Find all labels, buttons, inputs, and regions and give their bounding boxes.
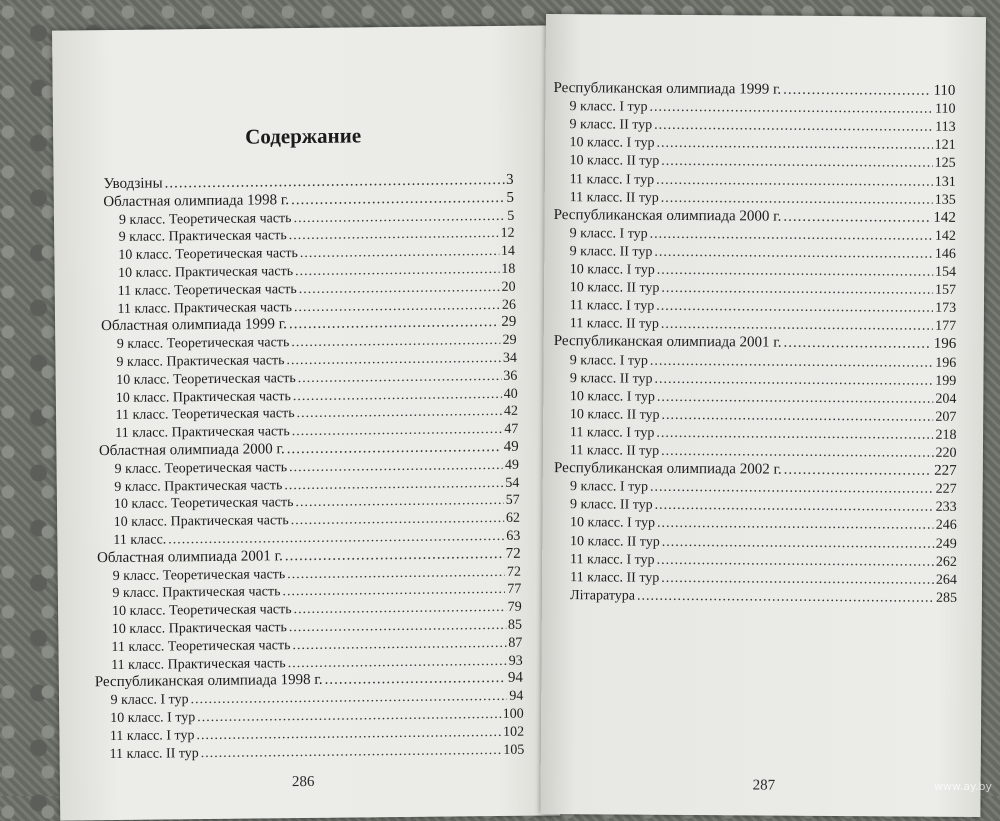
toc-entry	[570, 587, 957, 607]
toc-leader-dots	[289, 457, 503, 476]
toc-leader-dots	[299, 279, 500, 298]
toc-leader-dots	[196, 724, 501, 744]
toc-leader-dots	[295, 492, 503, 511]
toc-entry	[570, 261, 956, 281]
toc-entry-label: 10 класс. I тур	[569, 515, 656, 532]
toc-entry-label: 11 класс.	[113, 532, 167, 549]
toc-entry-page: 3	[506, 171, 514, 188]
toc-entry-page: 110	[933, 82, 956, 99]
toc-leader-dots	[655, 497, 934, 516]
toc-entry-page: 93	[508, 653, 523, 669]
toc-entry-page: 79	[507, 599, 522, 616]
toc-entry-page: 135	[934, 192, 956, 208]
toc-entry-label: 10 класс. II тур	[570, 533, 660, 550]
toc-entry-page: 34	[502, 350, 518, 366]
toc-leader-dots	[650, 226, 933, 245]
toc-entry-page: 100	[502, 706, 524, 722]
toc-entry-label: Республиканская олимпиада 2002 г.	[553, 460, 782, 478]
toc-leader-dots	[296, 403, 502, 422]
toc-entry-label: 11 класс. Теоретическая часть	[117, 281, 297, 299]
toc-entry-label: Республиканская олимпиада 1999 г.	[553, 80, 782, 98]
toc-entry-label: 9 класс. Практическая часть	[116, 353, 285, 370]
toc-entry-page: 246	[935, 518, 957, 534]
toc-leader-dots	[289, 314, 500, 333]
toc-entry-label: 9 класс. Практическая часть	[114, 477, 283, 495]
toc-entry	[570, 551, 957, 571]
toc-entry-label: 10 класс. Теоретическая часть	[113, 495, 294, 513]
toc-entry-page: 157	[935, 282, 957, 298]
toc-entry	[570, 243, 956, 263]
toc-entry-label: 10 класс. II тур	[569, 153, 660, 170]
toc-leader-dots	[657, 551, 934, 570]
toc-entry-page: 42	[503, 404, 519, 420]
toc-leader-dots	[300, 243, 499, 262]
toc-entry-label: 10 класс. II тур	[569, 280, 660, 296]
toc-entry-page: 62	[505, 510, 521, 527]
toc-leader-dots	[293, 207, 505, 226]
toc-entry-label: 9 класс. Теоретическая часть	[112, 566, 286, 584]
toc-leader-dots	[784, 462, 933, 480]
toc-leader-dots	[324, 670, 506, 689]
toc-entry-label: 11 класс. Теоретическая часть	[111, 637, 291, 655]
toc-entry-page: 72	[505, 545, 521, 562]
toc-entry-label: 9 класс. II тур	[569, 497, 653, 514]
toc-entry	[570, 352, 957, 372]
toc-entry-page: 142	[933, 209, 956, 226]
toc-leader-dots	[657, 515, 934, 534]
toc-leader-dots	[289, 225, 499, 244]
toc-entry-label: 11 класс. II тур	[569, 189, 659, 206]
toc-entry	[570, 297, 956, 317]
toc-entry-label: Уводзіны	[103, 175, 163, 193]
toc-entry-label: 10 класс. I тур	[110, 710, 196, 727]
toc-entry	[570, 515, 957, 535]
toc-leader-dots	[285, 546, 504, 565]
toc-leader-dots	[294, 297, 500, 316]
toc-entry-page: 142	[934, 228, 956, 244]
toc-leader-dots	[656, 425, 933, 444]
toc-section-entry	[554, 333, 957, 353]
toc-leader-dots	[287, 439, 502, 458]
toc-section-entry	[553, 80, 955, 100]
toc-entry-page: 36	[503, 368, 518, 384]
toc-entry-page: 285	[935, 590, 958, 606]
toc-leader-dots	[291, 510, 505, 529]
toc-entry	[570, 569, 957, 589]
toc-leader-dots	[291, 332, 500, 351]
toc-entry-page: 218	[935, 427, 957, 443]
toc-entry-page: 12	[500, 226, 515, 242]
toc-entry-page: 262	[935, 554, 957, 570]
toc-entry-page: 154	[934, 264, 957, 280]
toc-entry-label: 11 класс. I тур	[569, 425, 655, 441]
watermark: www.ay.by	[933, 780, 992, 793]
toc-title: Содержание	[245, 123, 362, 149]
toc-leader-dots	[288, 652, 507, 671]
toc-entry-label: 9 класс. I тур	[569, 479, 649, 495]
toc-leader-dots	[656, 298, 933, 317]
toc-leader-dots	[656, 171, 933, 190]
toc-leader-dots	[293, 386, 502, 405]
toc-entry-label: 9 класс. II тур	[569, 117, 653, 133]
toc-leader-dots	[654, 370, 933, 389]
toc-entry-label: 9 класс. I тур	[569, 225, 648, 242]
toc-entry	[570, 370, 957, 390]
toc-entry-label: 9 класс. I тур	[569, 352, 648, 369]
toc-entry-page: 233	[935, 500, 957, 516]
toc-entry-page: 18	[501, 261, 516, 277]
toc-entry-label: 9 класс. Теоретическая часть	[118, 210, 292, 228]
toc-entry-page: 131	[934, 174, 956, 190]
toc-leader-dots	[661, 280, 933, 299]
toc-entry-page: 121	[934, 138, 956, 154]
toc-entry	[570, 225, 956, 245]
toc-leader-dots	[292, 635, 506, 654]
toc-leader-dots	[286, 350, 501, 369]
toc-entry-page: 199	[935, 373, 957, 389]
toc-entry-label: 9 класс. II тур	[569, 370, 653, 387]
toc-entry	[570, 315, 957, 335]
toc-entry-page: 26	[501, 297, 517, 313]
toc-entry	[569, 116, 955, 136]
toc-entry-label: 10 класс. Теоретическая часть	[112, 602, 292, 620]
toc-entry	[570, 406, 957, 426]
toc-leader-dots	[201, 742, 502, 762]
toc-entry-page: 40	[503, 386, 518, 402]
toc-entry-label: 11 класс. Теоретическая часть	[115, 406, 295, 424]
toc-leader-dots	[190, 688, 507, 708]
toc-entry-page: 220	[935, 445, 957, 461]
toc-entry-page: 94	[507, 670, 524, 687]
toc-entry-page: 196	[935, 355, 957, 371]
toc-leader-dots	[661, 316, 933, 335]
toc-entry-label: Областная олимпиада 1999 г.	[101, 316, 288, 335]
toc-entry	[570, 442, 957, 462]
toc-entry-page: 125	[934, 156, 956, 172]
toc-entry-label: Республиканская олимпиада 1998 г.	[94, 672, 323, 691]
toc-entry	[569, 98, 955, 118]
toc-entry	[570, 478, 957, 498]
toc-entry-page: 113	[935, 119, 956, 136]
toc-leader-dots	[662, 533, 934, 552]
toc-entry-label: 11 класс. Практическая часть	[117, 299, 293, 317]
toc-entry-label: 10 класс. I тур	[569, 262, 655, 278]
toc-entry-label: 10 класс. Практическая часть	[113, 513, 289, 531]
toc-entry-label: 9 класс. I тур	[110, 692, 189, 709]
toc-leader-dots	[197, 706, 501, 726]
toc-leader-dots	[284, 475, 503, 494]
toc-entry-page: 110	[934, 101, 956, 117]
toc-entry-page: 196	[933, 336, 957, 353]
toc-leader-dots	[291, 190, 505, 209]
toc-entry	[570, 424, 957, 444]
toc-entry-page: 94	[509, 688, 524, 705]
toc-entry-label: 11 класс. II тур	[569, 316, 659, 333]
toc-entry-page: 14	[500, 243, 516, 260]
toc-leader-dots	[657, 388, 934, 407]
toc-leader-dots	[654, 244, 933, 263]
toc-leader-dots	[282, 581, 505, 600]
toc-entry-page: 102	[502, 724, 525, 740]
toc-leader-dots	[287, 563, 505, 582]
toc-entry-label: Областная олимпиада 2000 г.	[98, 441, 285, 460]
toc-entry-label: 11 класс. II тур	[569, 443, 660, 459]
right-page-number: 287	[752, 777, 776, 794]
toc-entry-label: Областная олимпиада 2001 г.	[96, 548, 283, 566]
toc-entry	[110, 741, 525, 762]
toc-leader-dots	[657, 135, 933, 154]
toc-entry-page: 249	[935, 536, 957, 552]
toc-entry-page: 177	[935, 319, 957, 335]
toc-entry-label: 10 класс. Теоретическая часть	[116, 370, 296, 388]
toc-entry-page: 77	[507, 582, 522, 598]
toc-entry-page: 49	[503, 438, 519, 455]
toc-entry	[570, 171, 956, 191]
toc-leader-dots	[650, 352, 934, 371]
toc-entry	[569, 134, 955, 154]
toc-entry	[570, 153, 956, 173]
toc-entry-label: 9 класс. Практическая часть	[112, 584, 281, 602]
toc-entry-page: 49	[504, 457, 520, 473]
toc-entry-label: 10 класс. II тур	[569, 406, 660, 423]
toc-entry-label: 11 класс. I тур	[570, 551, 655, 568]
toc-entry-page: 57	[505, 493, 520, 509]
toc-entry-label: 10 класс. I тур	[569, 135, 655, 152]
toc-entry-page: 105	[503, 742, 525, 758]
toc-entry-page: 29	[501, 314, 517, 331]
toc-entry-label: 11 класс. Практическая часть	[111, 655, 286, 673]
toc-entry-page: 20	[501, 279, 516, 295]
toc-leader-dots	[654, 117, 933, 136]
left-page-number: 286	[291, 773, 315, 791]
toc-leader-dots	[657, 262, 933, 281]
toc-leader-dots	[650, 479, 934, 498]
toc-entry-page: 173	[935, 300, 957, 317]
toc-section-entry	[554, 207, 956, 227]
toc-entry-label: 11 класс. I тур	[569, 298, 655, 314]
toc-entry-label: 10 класс. Практическая часть	[111, 620, 287, 638]
right-toc-list	[546, 14, 986, 606]
toc-entry-page: 204	[935, 391, 957, 407]
toc-entry-label: 11 класс. II тур	[570, 569, 660, 586]
toc-entry-page: 227	[935, 481, 957, 498]
toc-entry-label: 9 класс. II тур	[569, 244, 653, 260]
toc-entry-label: 10 класс. Практическая часть	[117, 264, 294, 281]
toc-entry	[570, 279, 956, 299]
toc-entry-page: 207	[935, 409, 957, 425]
toc-entry-label: 9 класс. Теоретическая часть	[116, 335, 290, 353]
toc-entry	[570, 189, 956, 209]
toc-entry-page: 146	[934, 246, 957, 262]
toc-leader-dots	[295, 261, 499, 280]
toc-leader-dots	[783, 208, 931, 226]
toc-entry-label: Республиканская олимпиада 2000 г.	[553, 206, 782, 225]
toc-entry-page: 54	[505, 475, 520, 491]
toc-entry-label: 11 класс. I тур	[569, 171, 655, 188]
toc-entry-label: Літаратура	[570, 587, 636, 604]
toc-leader-dots	[783, 335, 931, 353]
toc-leader-dots	[637, 587, 934, 606]
toc-leader-dots	[661, 189, 933, 208]
toc-entry-page: 85	[507, 617, 523, 633]
toc-leader-dots	[298, 368, 502, 387]
toc-leader-dots	[292, 421, 503, 440]
toc-entry-page: 5	[507, 208, 515, 224]
toc-entry-page: 29	[502, 332, 517, 349]
toc-entry-label: Областная олимпиада 1998 г.	[103, 191, 290, 210]
toc-leader-dots	[661, 153, 933, 172]
toc-leader-dots	[661, 570, 934, 589]
toc-entry-label: 9 класс. Теоретическая часть	[114, 459, 288, 477]
toc-leader-dots	[294, 599, 506, 618]
toc-entry-page: 264	[935, 572, 957, 588]
right-page	[540, 14, 986, 817]
left-page	[52, 25, 560, 820]
toc-entry-label: 10 класс. Практическая часть	[115, 388, 291, 406]
toc-entry-label: 11 класс. Практическая часть	[115, 424, 290, 442]
toc-entry-label: 11 класс. II тур	[109, 745, 199, 762]
toc-entry-page: 63	[506, 528, 521, 544]
toc-entry-page: 47	[504, 421, 519, 438]
toc-section-entry	[554, 460, 957, 480]
toc-entry-label: 9 класс. Практическая часть	[118, 228, 287, 246]
toc-entry	[570, 496, 957, 516]
toc-leader-dots	[661, 443, 934, 462]
toc-entry-label: Республиканская олимпиада 2001 г.	[553, 333, 782, 352]
toc-leader-dots	[783, 82, 931, 100]
toc-entry-label: 10 класс. Теоретическая часть	[118, 246, 298, 264]
toc-entry-label: 11 класс. I тур	[109, 727, 195, 744]
toc-entry-page: 227	[934, 462, 957, 479]
toc-entry-page: 5	[506, 189, 515, 206]
toc-entry	[570, 388, 957, 408]
toc-entry-page: 72	[506, 564, 522, 580]
toc-leader-dots	[649, 99, 933, 118]
toc-entry	[570, 533, 957, 553]
toc-leader-dots	[662, 407, 934, 426]
toc-entry-label: 9 класс. I тур	[569, 99, 648, 115]
toc-entry-label: 10 класс. I тур	[569, 388, 655, 405]
toc-leader-dots	[289, 617, 506, 636]
toc-entry-page: 87	[508, 635, 523, 651]
